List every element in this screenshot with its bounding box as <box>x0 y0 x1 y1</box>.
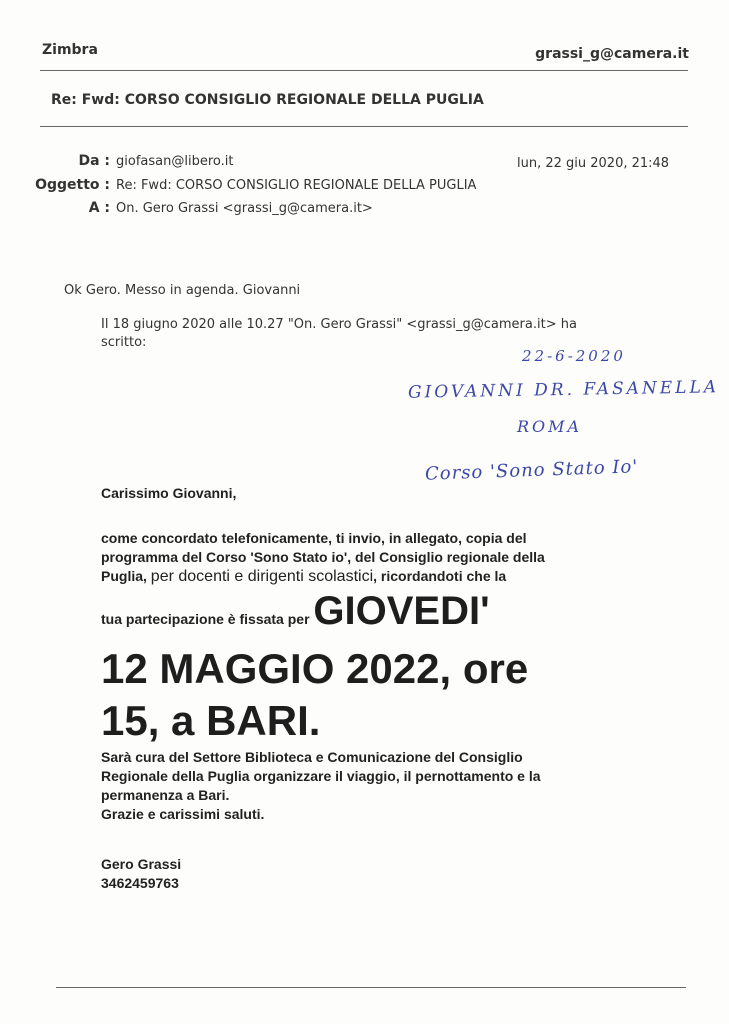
message-title: Re: Fwd: CORSO CONSIGLIO REGIONALE DELLA PUGLIA <box>51 92 484 108</box>
paragraph-3 <box>101 748 701 824</box>
p2-weekday: GIOVEDI' <box>313 589 490 633</box>
paragraph-2 <box>101 589 490 634</box>
p1-puglia: Puglia, <box>101 568 151 584</box>
quote-intro-line2: scritto: <box>101 335 147 350</box>
paragraph-3-line4: Grazie e carissimi saluti. <box>101 806 265 822</box>
paragraph-1-line1: come concordato telefonicamente, ti invio, in allegato, copia del <box>101 530 527 546</box>
event-place-line: 15, a BARI. <box>101 697 321 744</box>
handwritten-date: 22-6-2020 <box>522 347 626 365</box>
message-date: lun, 22 giu 2020, 21:48 <box>517 156 670 171</box>
paragraph-1 <box>101 529 701 586</box>
quote-intro-line1: Il 18 giugno 2020 alle 10.27 "On. Gero Grassi" <grassi_g@camera.it> ha <box>101 317 577 332</box>
subject-label: Oggetto : <box>35 177 110 193</box>
handwritten-city: ROMA <box>517 417 583 436</box>
app-name: Zimbra <box>42 42 98 58</box>
subject-value: Re: Fwd: CORSO CONSIGLIO REGIONALE DELLA PUGLIA <box>116 178 477 193</box>
to-label: A : <box>88 200 110 216</box>
paragraph-1-line3 <box>101 567 701 586</box>
paragraph-3-line3: permanenza a Bari. <box>101 787 230 803</box>
paragraph-1-line2: programma del Corso 'Sono Stato io', del Consiglio regionale della <box>101 549 545 565</box>
bottom-divider <box>56 987 686 988</box>
user-email: grassi_g@camera.it <box>535 46 689 62</box>
reply-text: Ok Gero. Messo in agenda. Giovanni <box>64 283 301 298</box>
to-value: On. Gero Grassi <grassi_g@camera.it> <box>116 201 373 216</box>
signature-phone: 3462459763 <box>101 875 179 891</box>
signature <box>101 855 181 893</box>
handwritten-name: GIOVANNI DR. FASANELLA <box>407 377 720 403</box>
top-divider <box>40 70 688 71</box>
paragraph-3-line1: Sarà cura del Settore Biblioteca e Comunicazione del Consiglio <box>101 749 523 765</box>
handwritten-course: Corso 'Sono Stato Io' <box>424 456 639 485</box>
paragraph-3-line2: Regionale della Puglia organizzare il viaggio, il pernottamento e la <box>101 768 541 784</box>
p2-small: tua partecipazione è fissata per <box>101 611 314 627</box>
p1-tail: , ricordandoti che la <box>373 568 507 584</box>
title-divider <box>40 126 688 127</box>
signature-name: Gero Grassi <box>101 856 182 872</box>
from-label: Da : <box>78 153 110 169</box>
greeting: Carissimo Giovanni, <box>101 485 237 501</box>
from-value: giofasan@libero.it <box>116 154 234 169</box>
p1-highlight: per docenti e dirigenti scolastici <box>150 568 374 585</box>
event-date-line: 12 MAGGIO 2022, ore <box>101 645 529 692</box>
